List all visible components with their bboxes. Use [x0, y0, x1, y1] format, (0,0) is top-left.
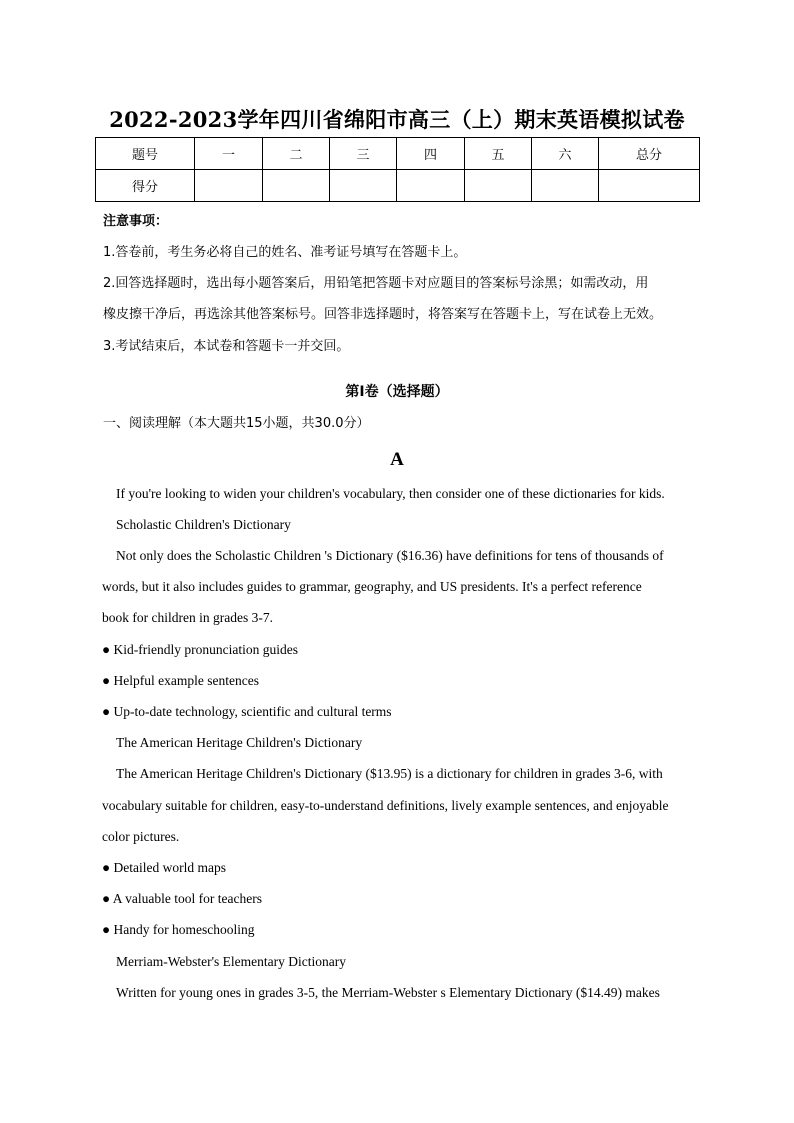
- score-table-header-row: [96, 138, 700, 170]
- notice-item-1: 1.答卷前，考生务必将自己的姓名、准考证号填写在答题卡上。: [103, 245, 467, 260]
- header-cell-5: 五: [465, 138, 532, 170]
- header-cell-4: 四: [397, 138, 465, 170]
- dictionary-3-name: Merriam-Webster's Elementary Dictionary: [116, 954, 347, 969]
- dictionary-1-bullet-3: ● Up-to-date technology, scientific and cultural terms: [102, 704, 392, 719]
- score-table-score-row: [96, 170, 700, 202]
- section-title: 一、阅读理解（本大题共15小题，共30.0分）: [103, 416, 370, 431]
- dictionary-2-line-3: color pictures.: [102, 829, 180, 844]
- header-cell-2: 二: [263, 138, 330, 170]
- header-cell-question-no: 题号: [96, 138, 195, 170]
- header-cell-total: 总分: [599, 138, 700, 170]
- dictionary-2-bullet-2: ● A valuable tool for teachers: [102, 891, 262, 906]
- header-cell-6: 六: [532, 138, 599, 170]
- score-cell: [330, 170, 397, 202]
- dictionary-2-line-1: The American Heritage Children's Dictionary ($13.95) is a dictionary for children in grades 3-6, with: [116, 766, 663, 781]
- dictionary-2-bullet-1: ● Detailed world maps: [102, 860, 226, 875]
- passage-intro: If you're looking to widen your children's vocabulary, then consider one of these dictionaries for kids.: [116, 486, 665, 501]
- part-title: 第I卷（选择题）: [345, 384, 449, 400]
- score-cell: [532, 170, 599, 202]
- notice-item-2-line-1: 2.回答选择题时，选出每小题答案后，用铅笔把答题卡对应题目的答案标号涂黑；如需改动，用: [103, 276, 649, 291]
- score-cell: [263, 170, 330, 202]
- dictionary-1-bullet-2: ● Helpful example sentences: [102, 673, 259, 688]
- notice-item-2-line-2: 橡皮擦干净后，再选涂其他答案标号。回答非选择题时，将答案写在答题卡上，写在试卷上无效。: [103, 307, 663, 322]
- dictionary-1-name: Scholastic Children's Dictionary: [116, 517, 291, 532]
- score-cell: [397, 170, 465, 202]
- score-table: [95, 137, 700, 202]
- dictionary-1-line-2: words, but it also includes guides to grammar, geography, and US presidents. It's a perfect reference: [102, 579, 642, 594]
- dictionary-1-line-1: Not only does the Scholastic Children 's Dictionary ($16.36) have definitions for tens of thousands of: [116, 548, 664, 563]
- passage-letter: A: [390, 449, 404, 470]
- dictionary-2-line-2: vocabulary suitable for children, easy-to-understand definitions, lively example sentences, and enjoyable: [102, 798, 669, 813]
- notice-item-3: 3.考试结束后，本试卷和答题卡一并交回。: [103, 339, 350, 354]
- score-cell: [195, 170, 263, 202]
- dictionary-1-line-3: book for children in grades 3-7.: [102, 610, 273, 625]
- dictionary-3-line-1: Written for young ones in grades 3-5, the Merriam-Webster s Elementary Dictionary ($14.49) makes: [116, 985, 660, 1000]
- notice-heading: 注意事项：: [103, 214, 169, 229]
- score-row-label: 得分: [96, 170, 195, 202]
- header-cell-3: 三: [330, 138, 397, 170]
- score-cell: [465, 170, 532, 202]
- score-cell: [599, 170, 700, 202]
- exam-title: 2022-2023学年四川省绵阳市高三（上）期末英语模拟试卷: [109, 107, 685, 132]
- header-cell-1: 一: [195, 138, 263, 170]
- dictionary-1-bullet-1: ● Kid-friendly pronunciation guides: [102, 642, 298, 657]
- dictionary-2-name: The American Heritage Children's Dictionary: [116, 735, 363, 750]
- dictionary-2-bullet-3: ● Handy for homeschooling: [102, 922, 255, 937]
